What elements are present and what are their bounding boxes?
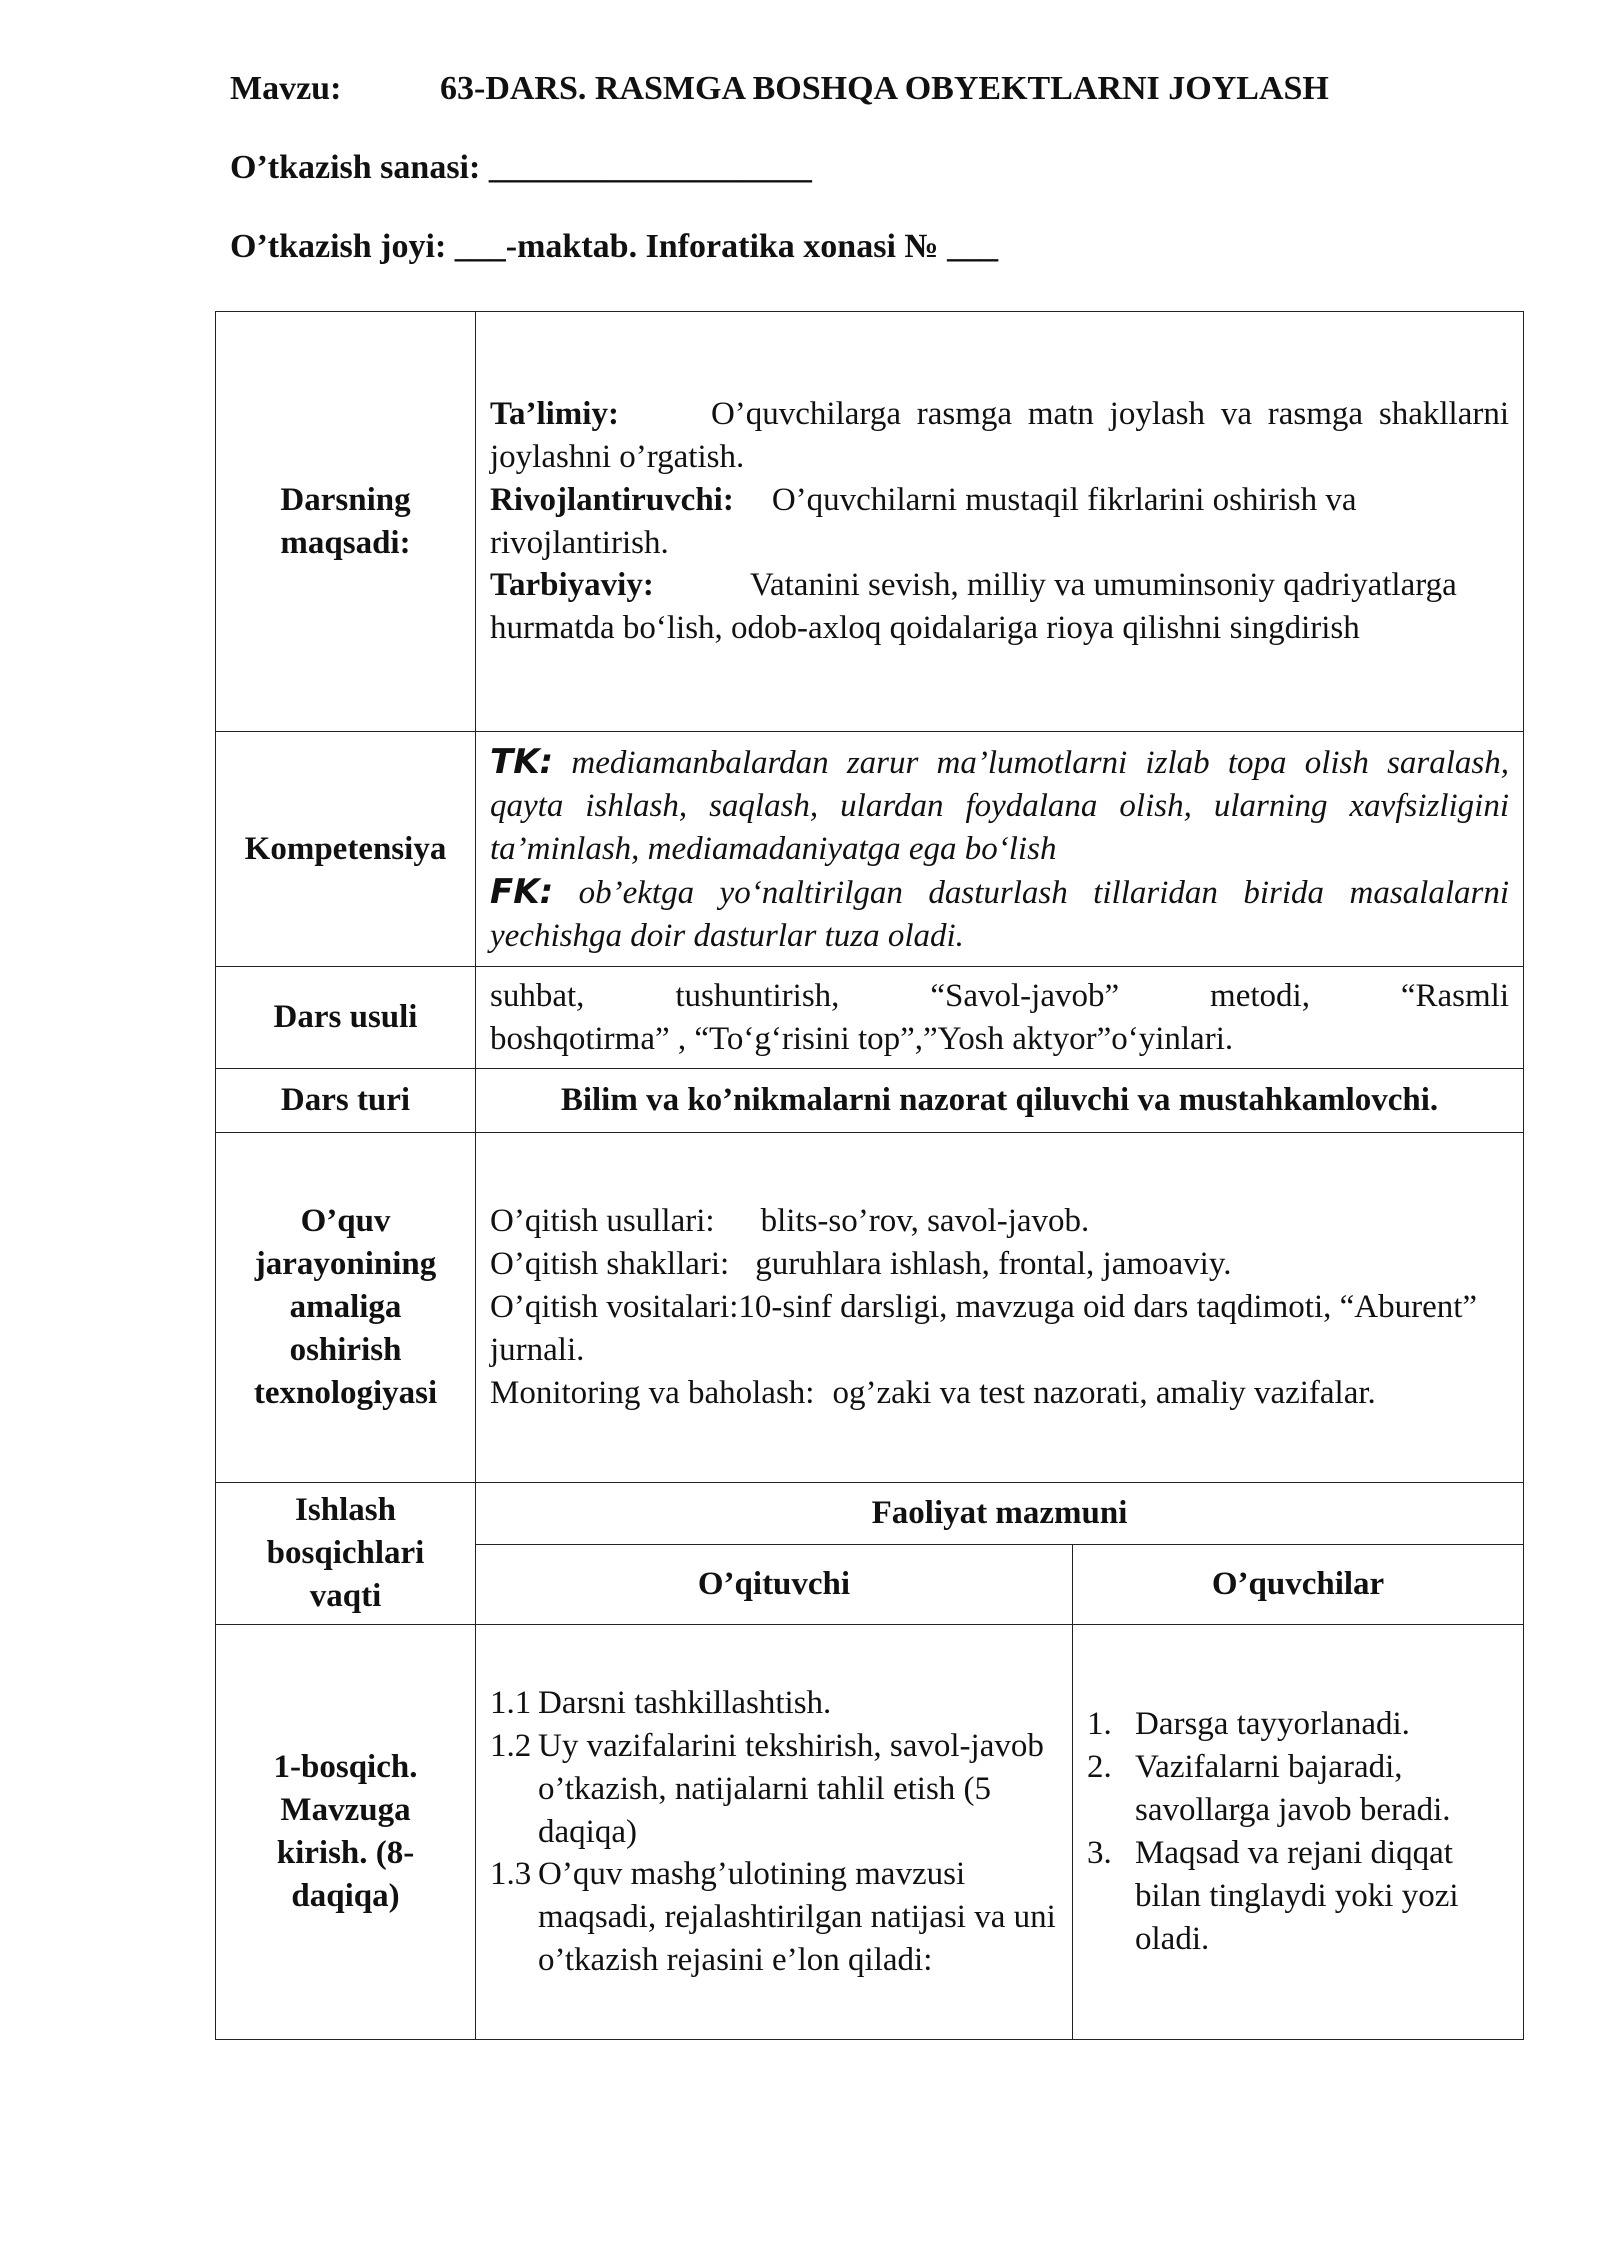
teaching-forms-key: O’qitish shakllari: <box>490 1246 730 1283</box>
teacher-column-header: O’qituvchi <box>476 1545 1073 1625</box>
step-number: 3. <box>1087 1835 1112 1871</box>
monitoring-key: Monitoring va baholash: <box>490 1374 815 1411</box>
method-content-cell <box>476 967 1524 1069</box>
topic-label: Mavzu: <box>230 70 342 107</box>
step-text: Darsga tayyorlanadi. <box>1135 1706 1410 1743</box>
teaching-methods-value: blits-so’rov, savol-javob. <box>760 1203 1090 1240</box>
stage1-label-line: 1-bosqich. <box>273 1749 418 1786</box>
competence-tk <box>490 740 1509 871</box>
stage-label-header <box>216 1483 476 1625</box>
method-line: boshqotirma” , “To‘g‘risini top”,”Yosh aktyor”o‘yinlari. <box>490 1020 1234 1057</box>
stage1-label-line: Mavzuga <box>280 1792 411 1829</box>
lesson-type-label: Dars turi <box>216 1069 476 1133</box>
students-column-header: O’quvchilar <box>1073 1545 1524 1625</box>
goals-content-cell <box>476 312 1524 732</box>
step-text: O’quv mashg’ulotining mavzusi maqsadi, rejalashtirilgan natijasi va uni o’tkazish rejasini e’lon qiladi: <box>538 1856 1056 1979</box>
teaching-methods-key: O’qitish usullari: <box>490 1203 715 1240</box>
technology-label-line: oshirish <box>289 1331 402 1368</box>
monitoring <box>490 1372 1509 1415</box>
lesson-plan-table <box>215 311 1524 2040</box>
teaching-forms <box>490 1243 1509 1286</box>
goal-developmental <box>490 479 1509 565</box>
place-blank-room: ___ <box>947 228 999 265</box>
date-line <box>230 149 812 187</box>
goal-upbringing <box>490 564 1509 650</box>
competence-tk-text: mediamanbalardan zarur ma’lumotlarni izlab topa olish saralash, qayta ishlash, saqlash, ulardan foydalana olish, ularning xavfsizligini ta’minlash, mediamadaniyatga ega bo‘lish <box>490 744 1510 867</box>
stage-header-line: vaqti <box>309 1577 382 1614</box>
step-text: Maqsad va rejani diqqat bilan tinglaydi yoki yozi oladi. <box>1135 1835 1459 1957</box>
step-text: Darsni tashkillashtish. <box>538 1684 832 1721</box>
goal-educational <box>490 393 1509 479</box>
place-label: O’tkazish joyi: <box>230 228 447 265</box>
goal-educational-text: O’quvchilarga rasmga matn joylash va rasmga shakllarni joylashni o’rgatish. <box>490 395 1510 475</box>
lesson-type-row <box>216 1069 1524 1133</box>
technology-content-cell <box>476 1133 1524 1483</box>
step-text: Vazifalarni bajaradi, savollarga javob beradi. <box>1135 1749 1451 1829</box>
activity-header-row <box>216 1483 1524 1545</box>
list-item <box>490 1853 1058 1982</box>
goals-label-cell <box>216 312 476 732</box>
technology-label-line: texnologiyasi <box>253 1374 438 1411</box>
students-activity-cell <box>1073 1625 1524 2040</box>
method-label: Dars usuli <box>216 967 476 1069</box>
competence-label: Kompetensiya <box>216 732 476 967</box>
list-item <box>1087 1746 1509 1832</box>
list-item <box>490 1682 1058 1725</box>
teaching-forms-value: guruhlara ishlash, frontal, jamoaviy. <box>755 1246 1232 1283</box>
place-line <box>230 228 998 266</box>
competence-fk-key: FK: <box>490 872 554 913</box>
step-text: Uy vazifalarini tekshirish, savol-javob o’tkazish, natijalarni tahlil etish (5 daqiqa) <box>538 1727 1044 1850</box>
step-number: 1. <box>1087 1706 1112 1743</box>
stage1-label-cell <box>216 1625 476 2040</box>
place-blank-school: ___ <box>454 228 506 265</box>
technology-label-line: jarayonining <box>254 1246 437 1283</box>
stage-header-line: bosqichlari <box>266 1535 425 1572</box>
competence-fk-text: ob’ektga yo‘naltirilgan dasturlash tillaridan birida masalalarni yechishga doir dasturlar tuza oladi. <box>490 875 1510 955</box>
teaching-methods <box>490 1200 1509 1243</box>
teaching-tools-key: O’qitish vositalari: <box>490 1289 739 1326</box>
teaching-tools-value: 10-sinf darsligi, mavzuga oid dars taqdimoti, “Aburent” jurnali. <box>490 1289 1478 1368</box>
lesson-type-value: Bilim va ko’nikmalarni nazorat qiluvchi va mustahkamlovchi. <box>476 1069 1524 1133</box>
list-item <box>490 1725 1058 1854</box>
monitoring-value: og’zaki va test nazorati, amaliy vazifalar. <box>832 1374 1376 1411</box>
goal-developmental-key: Rivojlantiruvchi: <box>490 481 734 518</box>
competence-content-cell <box>476 732 1524 967</box>
topic-value: 63-DARS. RASMGA BOSHQA OBYEKTLARNI JOYLASH <box>440 70 1329 107</box>
goal-upbringing-text: Vatanini sevish, milliy va umuminsoniy qadriyatlarga hurmatda bo‘lish, odob-axloq qoidalariga rioya qilishni singdirish <box>490 567 1457 647</box>
goal-educational-key: Ta’limiy: <box>490 395 619 432</box>
stage1-row <box>216 1625 1524 2040</box>
date-label: O’tkazish sanasi: <box>230 149 481 186</box>
stage1-label-line: daqiqa) <box>291 1877 400 1914</box>
student-steps-list <box>1087 1703 1509 1960</box>
list-item <box>1087 1703 1509 1746</box>
step-number: 2. <box>1087 1749 1112 1786</box>
activity-title: Faoliyat mazmuni <box>476 1483 1524 1545</box>
step-number: 1.2 <box>490 1727 532 1764</box>
competence-fk <box>490 870 1509 958</box>
step-number: 1.1 <box>490 1684 532 1721</box>
goal-upbringing-key: Tarbiyaviy: <box>490 567 654 604</box>
method-line: suhbat, tushuntirish, “Savol-javob” metodi, “Rasmli <box>490 977 1510 1014</box>
teacher-activity-cell <box>476 1625 1073 2040</box>
list-item <box>1087 1832 1509 1961</box>
goal-developmental-text: O’quvchilarni mustaqil fikrlarini oshirish va rivojlantirish. <box>490 481 1357 561</box>
topic-line <box>230 70 1329 108</box>
technology-label-line: amaliga <box>289 1289 402 1326</box>
place-text: -maktab. Inforatika xonasi № <box>505 228 939 265</box>
stage1-label-line: kirish. (8- <box>276 1835 415 1871</box>
technology-row <box>216 1133 1524 1483</box>
stage-header-line: Ishlash <box>295 1492 396 1529</box>
step-number: 1.3 <box>490 1856 532 1893</box>
goals-label-line: maqsadi: <box>280 524 411 561</box>
method-row <box>216 967 1524 1069</box>
date-blank: ___________________ <box>488 149 812 186</box>
goals-row <box>216 312 1524 732</box>
teaching-tools <box>490 1286 1509 1372</box>
competence-row <box>216 732 1524 967</box>
goals-label-line: Darsning <box>280 481 411 518</box>
teacher-steps-list <box>490 1682 1058 1982</box>
competence-tk-key: TK: <box>490 741 554 782</box>
technology-label-cell <box>216 1133 476 1483</box>
technology-label-line: O’quv <box>300 1203 391 1240</box>
